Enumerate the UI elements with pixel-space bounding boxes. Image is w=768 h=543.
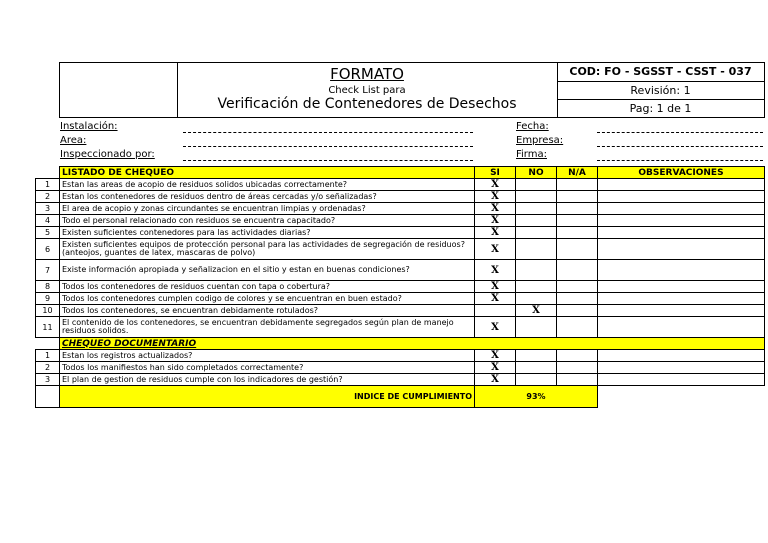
- document-header: [59, 62, 765, 118]
- no-cell[interactable]: [516, 215, 557, 227]
- no-cell[interactable]: [516, 191, 557, 203]
- no-cell[interactable]: [516, 281, 557, 293]
- inspeccionado-label: Inspeccionado por:: [60, 149, 155, 160]
- no-cell[interactable]: X: [516, 305, 557, 317]
- na-cell[interactable]: [557, 203, 598, 215]
- na-cell[interactable]: [557, 362, 598, 374]
- na-cell[interactable]: [557, 215, 598, 227]
- empresa-label: Empresa:: [516, 135, 564, 146]
- si-cell[interactable]: X: [475, 215, 516, 227]
- observaciones-cell[interactable]: [598, 239, 765, 260]
- logo-placeholder: [60, 63, 178, 117]
- si-cell[interactable]: X: [475, 239, 516, 260]
- firma-field[interactable]: [597, 159, 763, 161]
- area-field[interactable]: [183, 145, 473, 147]
- si-cell[interactable]: [475, 305, 516, 317]
- si-cell[interactable]: X: [475, 293, 516, 305]
- checklist-row: [36, 374, 765, 386]
- no-cell[interactable]: [516, 179, 557, 191]
- checklist-row: [36, 239, 765, 260]
- si-cell[interactable]: X: [475, 260, 516, 281]
- summary-row: [36, 386, 765, 408]
- checklist-row: [36, 191, 765, 203]
- observaciones-header: OBSERVACIONES: [598, 167, 765, 179]
- column-header-row: [36, 167, 765, 179]
- checklist-row: [36, 305, 765, 317]
- si-cell[interactable]: X: [475, 281, 516, 293]
- row-question: Estan los registros actualizados?: [60, 350, 475, 362]
- row-number: 2: [36, 362, 60, 374]
- na-cell[interactable]: [557, 317, 598, 338]
- row-number: 3: [36, 374, 60, 386]
- si-cell[interactable]: X: [475, 203, 516, 215]
- si-cell[interactable]: X: [475, 362, 516, 374]
- row-question: Existen suficientes equipos de protección personal para las actividades de segregación de residuos? (anteojos, guantes de latex, mascaras de polvo): [60, 239, 475, 260]
- summary-label: INDICE DE CUMPLIMIENTO: [60, 386, 475, 408]
- row-number: 2: [36, 191, 60, 203]
- checklist-row: [36, 317, 765, 338]
- checklist-row: [36, 293, 765, 305]
- row-number: 9: [36, 293, 60, 305]
- na-cell[interactable]: [557, 350, 598, 362]
- observaciones-cell[interactable]: [598, 362, 765, 374]
- row-number: 4: [36, 215, 60, 227]
- no-cell[interactable]: [516, 293, 557, 305]
- row-question: Todos los manifiestos han sido completados correctamente?: [60, 362, 475, 374]
- observaciones-cell[interactable]: [598, 374, 765, 386]
- row-question: Todo el personal relacionado con residuos se encuentra capacitado?: [60, 215, 475, 227]
- na-cell[interactable]: [557, 239, 598, 260]
- na-cell[interactable]: [557, 227, 598, 239]
- row-question: Todos los contenedores cumplen codigo de colores y se encuentran en buen estado?: [60, 293, 475, 305]
- checklist-row: [36, 227, 765, 239]
- row-number: 8: [36, 281, 60, 293]
- row-number: 5: [36, 227, 60, 239]
- form-main-title: Verificación de Contenedores de Desechos: [217, 96, 517, 112]
- observaciones-cell[interactable]: [598, 350, 765, 362]
- row-question: Estan los contenedores de residuos dentro de áreas cercadas y/o señalizadas?: [60, 191, 475, 203]
- checklist-row: [36, 362, 765, 374]
- no-header: NO: [516, 167, 557, 179]
- document-page: Pag: 1 de 1: [629, 102, 692, 115]
- observaciones-cell[interactable]: [598, 227, 765, 239]
- no-cell[interactable]: [516, 362, 557, 374]
- title-box: [177, 63, 558, 117]
- row-question: Estan las areas de acopio de residuos solidos ubicadas correctamente?: [60, 179, 475, 191]
- fecha-field[interactable]: [597, 131, 763, 133]
- no-cell[interactable]: [516, 374, 557, 386]
- na-cell[interactable]: [557, 191, 598, 203]
- no-cell[interactable]: [516, 227, 557, 239]
- form-subtitle: Check List para: [328, 85, 406, 96]
- na-cell[interactable]: [557, 281, 598, 293]
- observaciones-cell[interactable]: [598, 317, 765, 338]
- si-cell[interactable]: X: [475, 350, 516, 362]
- si-cell[interactable]: X: [475, 179, 516, 191]
- checklist-row: [36, 350, 765, 362]
- observaciones-cell[interactable]: [598, 215, 765, 227]
- row-question: El plan de gestion de residuos cumple con los indicadores de gestión?: [60, 374, 475, 386]
- na-cell[interactable]: [557, 374, 598, 386]
- na-header: N/A: [557, 167, 598, 179]
- observaciones-cell[interactable]: [598, 305, 765, 317]
- instalacion-label: Instalación:: [60, 121, 118, 132]
- checklist-row: [36, 179, 765, 191]
- si-cell[interactable]: X: [475, 227, 516, 239]
- summary-value: 93%: [475, 386, 598, 408]
- na-cell[interactable]: [557, 305, 598, 317]
- checklist-table: [35, 166, 765, 408]
- row-question: Existe información apropiada y señalizacion en el sitio y estan en buenas condiciones?: [60, 260, 475, 281]
- row-question: Todos los contenedores de residuos cuentan con tapa o cobertura?: [60, 281, 475, 293]
- row-question: Todos los contenedores, se encuentran debidamente rotulados?: [60, 305, 475, 317]
- checklist-row: [36, 203, 765, 215]
- document-revision: Revisión: 1: [557, 82, 764, 100]
- fecha-label: Fecha:: [516, 121, 549, 132]
- inspeccionado-field[interactable]: [183, 159, 473, 161]
- no-cell[interactable]: [516, 260, 557, 281]
- checklist-row: [36, 215, 765, 227]
- row-question: El area de acopio y zonas circundantes se encuentran limpias y ordenadas?: [60, 203, 475, 215]
- observaciones-cell[interactable]: [598, 203, 765, 215]
- no-cell[interactable]: [516, 350, 557, 362]
- observaciones-cell[interactable]: [598, 191, 765, 203]
- si-header: SI: [475, 167, 516, 179]
- row-number: 11: [36, 317, 60, 338]
- observaciones-cell[interactable]: [598, 179, 765, 191]
- si-cell[interactable]: X: [475, 191, 516, 203]
- empresa-field[interactable]: [597, 145, 763, 147]
- no-cell[interactable]: [516, 203, 557, 215]
- firma-label: Firma:: [516, 149, 547, 160]
- document-code: COD: FO - SGSST - CSST - 037: [557, 63, 764, 82]
- row-number: 7: [36, 260, 60, 281]
- listado-header: LISTADO DE CHEQUEO: [60, 167, 475, 179]
- area-label: Area:: [60, 135, 87, 146]
- section-title: CHEQUEO DOCUMENTARIO: [60, 338, 765, 350]
- na-cell[interactable]: [557, 179, 598, 191]
- form-title: FORMATO: [330, 65, 404, 83]
- row-number: 3: [36, 203, 60, 215]
- checklist-row: [36, 281, 765, 293]
- checklist-row: [36, 260, 765, 281]
- observaciones-cell[interactable]: [598, 281, 765, 293]
- si-cell[interactable]: X: [475, 317, 516, 338]
- no-cell[interactable]: [516, 239, 557, 260]
- row-number: 10: [36, 305, 60, 317]
- no-cell[interactable]: [516, 317, 557, 338]
- na-cell[interactable]: [557, 260, 598, 281]
- row-question: Existen suficientes contenedores para las actividades diarias?: [60, 227, 475, 239]
- row-number: 1: [36, 179, 60, 191]
- row-number: 1: [36, 350, 60, 362]
- instalacion-field[interactable]: [183, 131, 473, 133]
- na-cell[interactable]: [557, 293, 598, 305]
- si-cell[interactable]: X: [475, 374, 516, 386]
- observaciones-cell[interactable]: [598, 293, 765, 305]
- row-number: 6: [36, 239, 60, 260]
- row-question: El contenido de los contenedores, se encuentran debidamente segregados según plan de manejo residuos solidos.: [60, 317, 475, 338]
- section-row: [36, 338, 765, 350]
- observaciones-cell[interactable]: [598, 260, 765, 281]
